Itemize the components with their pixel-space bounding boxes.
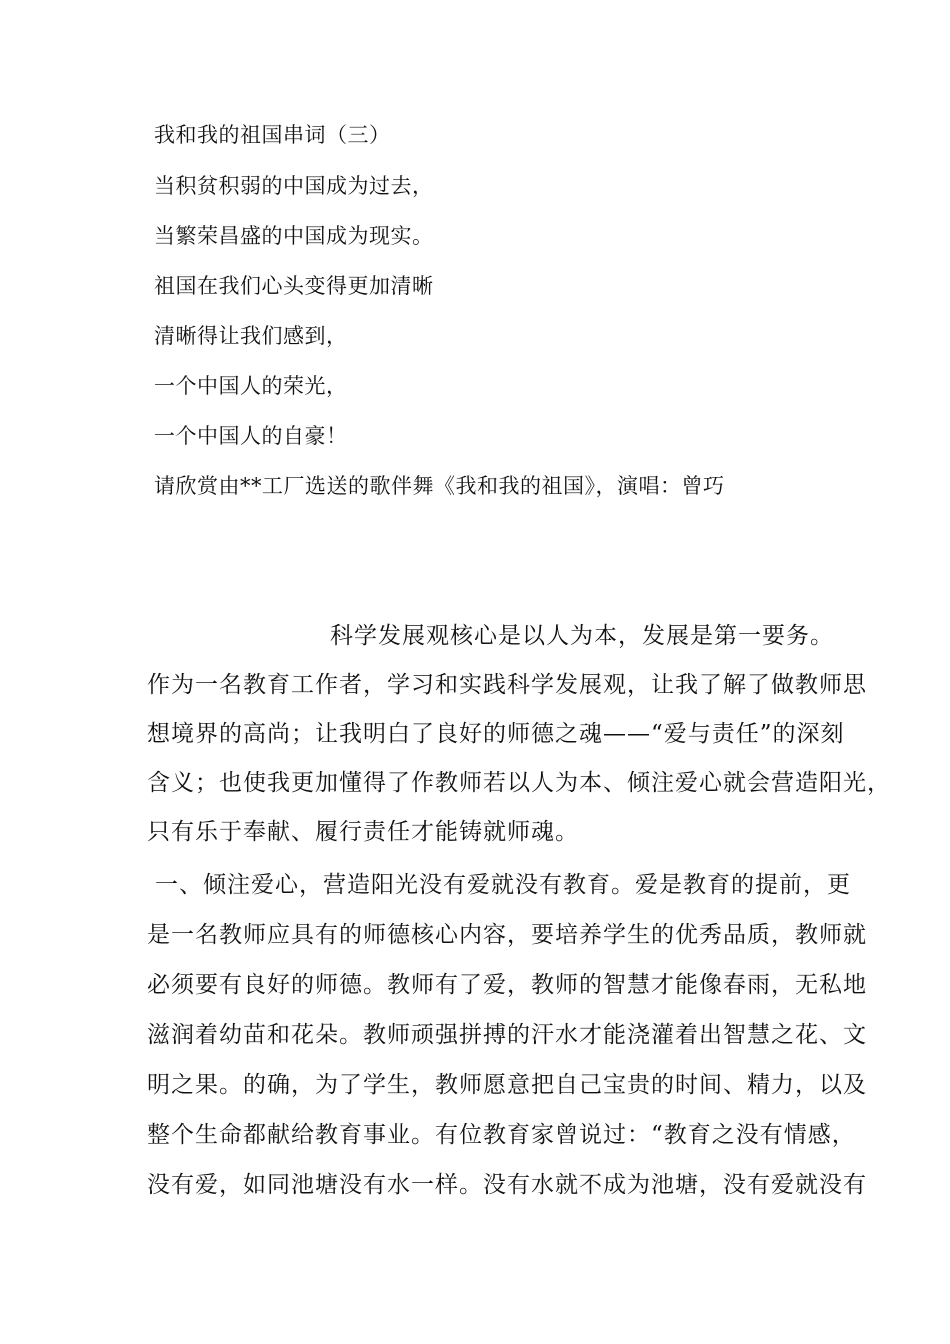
- essay-line: 没有爱，如同池塘没有水一样。没有水就不成为池塘，没有爱就没有: [147, 1172, 867, 1198]
- essay-line: 一、倾注爱心，营造阳光没有爱就没有教育。爱是教育的提前，更: [155, 872, 851, 898]
- essay-line: 必须要有良好的师德。教师有了爱，教师的智慧才能像春雨，无私地: [147, 972, 867, 998]
- poem-line: 清晰得让我们感到，: [154, 324, 348, 348]
- essay-line: 想境界的高尚；让我明白了良好的师德之魂——“爱与责任”的深刻: [147, 721, 845, 747]
- essay-line: 滋润着幼苗和花朵。教师顽强拼搏的汗水才能浇灌着出智慧之花、文: [147, 1022, 867, 1048]
- poem-line: 当繁荣昌盛的中国成为现实。: [154, 224, 434, 248]
- essay-line: 科学发展观核心是以人为本，发展是第一要务。: [330, 623, 834, 649]
- poem-line: 一个中国人的自豪！: [154, 424, 348, 448]
- essay-line: 只有乐于奉献、履行责任才能铸就师魂。: [147, 819, 579, 845]
- essay-line: 含义；也使我更加懂得了作教师若以人为本、倾注爱心就会营造阳光，: [147, 770, 891, 796]
- essay-line: 是一名教师应具有的师德核心内容，要培养学生的优秀品质，教师就: [147, 922, 867, 948]
- poem-line: 一个中国人的荣光，: [154, 374, 348, 398]
- poem-title: 我和我的祖国串词（三）: [154, 123, 391, 147]
- essay-line: 作为一名教育工作者，学习和实践科学发展观，让我了解了做教师思: [147, 672, 867, 698]
- essay-line: 明之果。的确，为了学生，教师愿意把自己宝贵的时间、精力，以及: [147, 1072, 867, 1098]
- poem-line: 祖国在我们心头变得更加清晰: [154, 274, 434, 298]
- poem-line: 请欣赏由**工厂选送的歌伴舞《我和我的祖国》，演唱：曾巧: [154, 474, 725, 498]
- essay-line: 整个生命都献给教育事业。有位教育家曾说过：“教育之没有情感，: [147, 1122, 856, 1148]
- poem-line: 当积贫积弱的中国成为过去，: [154, 174, 434, 198]
